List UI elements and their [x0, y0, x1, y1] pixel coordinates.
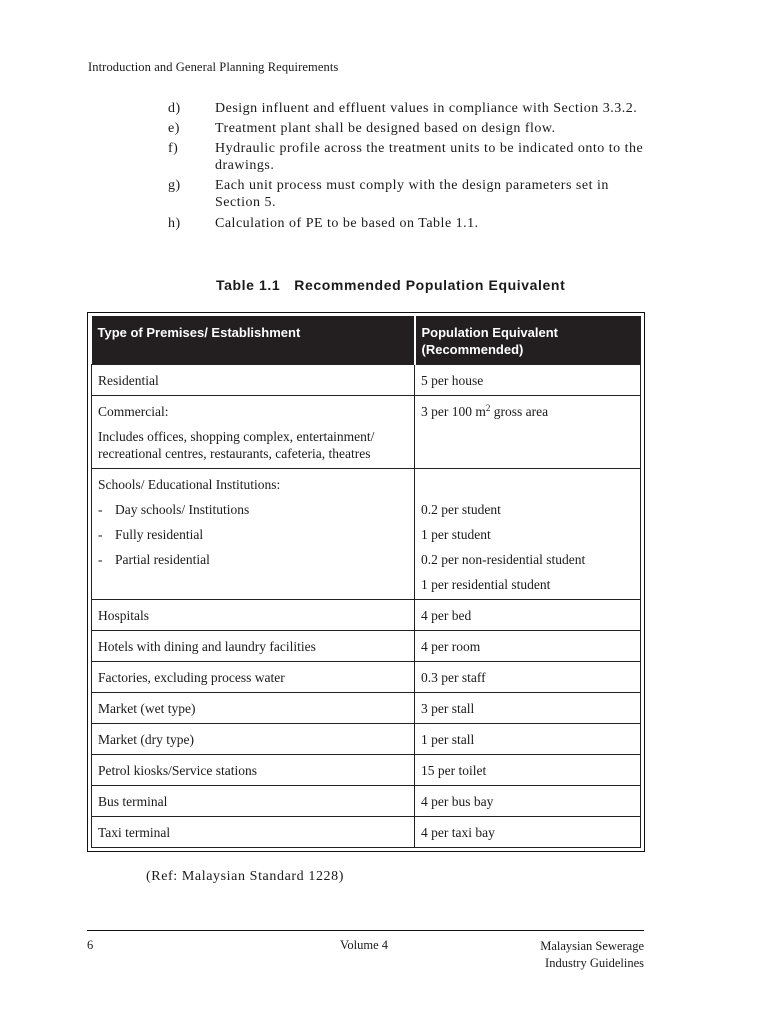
bullet-text: Partial residential: [115, 552, 210, 567]
premises-cell: Factories, excluding process water: [92, 662, 415, 693]
table-row: [92, 786, 641, 817]
list-item: [168, 120, 644, 137]
pe-value: 1 per residential student: [421, 577, 551, 592]
pe-value: 1 per student: [421, 527, 491, 542]
list-text: Hydraulic profile across the treatment units to be indicated onto to the drawings.: [215, 141, 644, 173]
volume-label: Volume 4: [340, 938, 389, 952]
bullet-text: Fully residential: [115, 527, 204, 542]
bullet-item: [98, 526, 408, 543]
bullet-item: [98, 551, 408, 568]
list-marker: h): [168, 216, 181, 231]
list-item: [168, 215, 644, 232]
superscript: 2: [485, 403, 491, 413]
pe-cell: 4 per bed: [415, 600, 641, 631]
bullet-dash: -: [98, 552, 103, 567]
table-row: [92, 600, 641, 631]
pe-cell: 3 per stall: [415, 693, 641, 724]
list-text: Each unit process must comply with the design parameters set in Section 5.: [215, 178, 609, 210]
list-text: Treatment plant shall be designed based on design flow.: [215, 121, 556, 136]
table-caption: [216, 277, 565, 293]
list-item: [168, 100, 644, 117]
pe-prefix: 3 per 100 m: [421, 404, 486, 419]
list-marker: e): [168, 121, 180, 136]
premises-cell: Hospitals: [92, 600, 415, 631]
page-number: 6: [87, 938, 94, 952]
table-reference: (Ref: Malaysian Standard 1228): [146, 869, 345, 884]
bullet-item: [98, 501, 408, 518]
pe-cell: 4 per bus bay: [415, 786, 641, 817]
pe-value: 0.2 per student: [421, 502, 501, 517]
pe-table-frame: [87, 312, 645, 852]
premises-cell: [92, 396, 415, 469]
table-row: [92, 631, 641, 662]
pe-cell: [415, 396, 641, 469]
requirements-list: [168, 100, 644, 235]
list-marker: d): [168, 101, 181, 116]
spacer: [421, 476, 634, 501]
publication-line: Industry Guidelines: [545, 956, 644, 970]
publication-title: [540, 938, 644, 972]
commercial-label: Commercial:: [98, 404, 169, 419]
premises-cell: Market (dry type): [92, 724, 415, 755]
table-caption-number: Table 1.1: [216, 277, 281, 293]
bullet-dash: -: [98, 502, 103, 517]
table-row: [92, 755, 641, 786]
table-caption-title: Recommended Population Equivalent: [294, 277, 566, 293]
premises-cell: [92, 469, 415, 600]
premises-cell: Hotels with dining and laundry facilities: [92, 631, 415, 662]
commercial-description: Includes offices, shopping complex, entertainment/ recreational centres, restaurants, cafeteria, theatres: [98, 429, 375, 461]
pe-cell: [415, 469, 641, 600]
running-header: Introduction and General Planning Requirements: [88, 60, 339, 74]
table-row: [92, 469, 641, 600]
premises-cell: Market (wet type): [92, 693, 415, 724]
premises-cell: Bus terminal: [92, 786, 415, 817]
pe-cell: 4 per taxi bay: [415, 817, 641, 848]
publication-line: Malaysian Sewerage: [540, 939, 644, 953]
footer-divider: [87, 930, 644, 931]
premises-cell: Residential: [92, 365, 415, 396]
header-premises: Type of Premises/ Establishment: [92, 316, 415, 365]
table-row: [92, 693, 641, 724]
premises-cell: Taxi terminal: [92, 817, 415, 848]
pe-suffix: gross area: [490, 404, 549, 419]
pe-table: [91, 316, 641, 848]
table-row: [92, 365, 641, 396]
pe-cell: 0.3 per staff: [415, 662, 641, 693]
pe-cell: 15 per toilet: [415, 755, 641, 786]
pe-value: 0.2 per non-residential student: [421, 552, 586, 567]
table-row: [92, 662, 641, 693]
bullet-text: Day schools/ Institutions: [115, 502, 250, 517]
pe-cell: 5 per house: [415, 365, 641, 396]
header-population-equivalent: Population Equivalent (Recommended): [415, 316, 641, 365]
table-row: [92, 396, 641, 469]
pe-cell: 1 per stall: [415, 724, 641, 755]
bullet-dash: -: [98, 527, 103, 542]
schools-label: Schools/ Educational Institutions:: [98, 477, 281, 492]
list-text: Calculation of PE to be based on Table 1.1.: [215, 216, 479, 231]
premises-cell: Petrol kiosks/Service stations: [92, 755, 415, 786]
list-marker: g): [168, 178, 181, 193]
table-row: [92, 817, 641, 848]
pe-cell: 4 per room: [415, 631, 641, 662]
list-text: Design influent and effluent values in compliance with Section 3.3.2.: [215, 101, 638, 116]
table-header-row: [92, 316, 641, 365]
list-item: [168, 140, 644, 174]
list-marker: f): [168, 141, 179, 156]
table-row: [92, 724, 641, 755]
list-item: [168, 177, 644, 211]
